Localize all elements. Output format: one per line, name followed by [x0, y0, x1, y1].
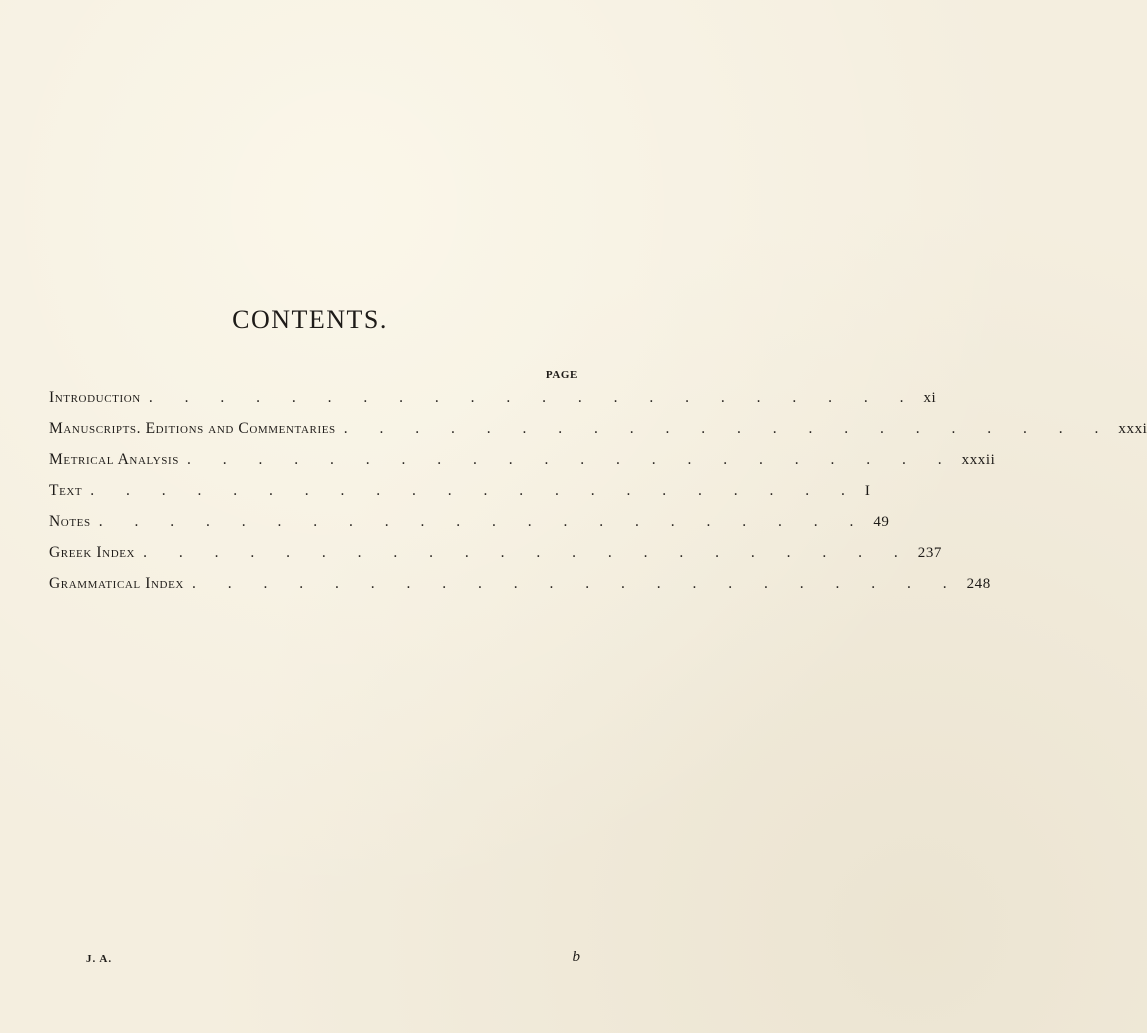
toc-entry: [49, 389, 937, 420]
toc-entry-title: Notes: [49, 513, 91, 530]
toc-leader-dots: . . . . . . . . . . . . . . . . . . . . . .: [191, 575, 961, 592]
toc-entry-title: Introduction: [49, 389, 141, 406]
toc-entry-title: Grammatical Index: [49, 575, 184, 592]
toc-entry-page: 248: [966, 576, 991, 592]
toc-leader-dots: . . . . . . . . . . . . . . . . . . . . . .: [98, 513, 868, 530]
toc-entry: [49, 575, 991, 606]
toc-entry: [49, 451, 996, 482]
table-of-contents: [49, 389, 1147, 606]
toc-entry-title: Greek Index: [49, 544, 136, 561]
toc-leader-dots: . . . . . . . . . . . . . . . . . . . . . .: [343, 420, 1113, 437]
toc-entry: [49, 482, 871, 513]
toc-entry-page: 49: [873, 514, 890, 530]
toc-leader-dots: . . . . . . . . . . . . . . . . . . . . . .: [143, 544, 912, 561]
toc-entry-page: I: [864, 483, 871, 499]
toc-entry: [49, 513, 890, 544]
toc-entry-page: 237: [917, 545, 943, 561]
toc-entry-title: Manuscripts. Editions and Commentaries: [49, 420, 336, 437]
toc-leader-dots: . . . . . . . . . . . . . . . . . . . . . .: [186, 451, 956, 468]
toc-entry: [49, 544, 943, 575]
toc-entry: [49, 420, 1147, 451]
toc-leader-dots: . . . . . . . . . . . . . . . . . . . . . .: [148, 389, 918, 406]
toc-leader-dots: . . . . . . . . . . . . . . . . . . . . . .: [90, 482, 859, 499]
toc-entry-page: xxxi: [1118, 421, 1147, 437]
toc-entry-page: xi: [923, 390, 937, 406]
signature-letter: b: [572, 949, 580, 965]
toc-entry-title: Metrical Analysis: [49, 451, 179, 468]
toc-entry-page: xxxii: [961, 452, 996, 468]
page-title: CONTENTS.: [232, 305, 388, 334]
toc-entry-title: Text: [49, 482, 83, 499]
printer-signature: J. A.: [86, 953, 113, 965]
page-column-label: PAGE: [545, 369, 578, 381]
